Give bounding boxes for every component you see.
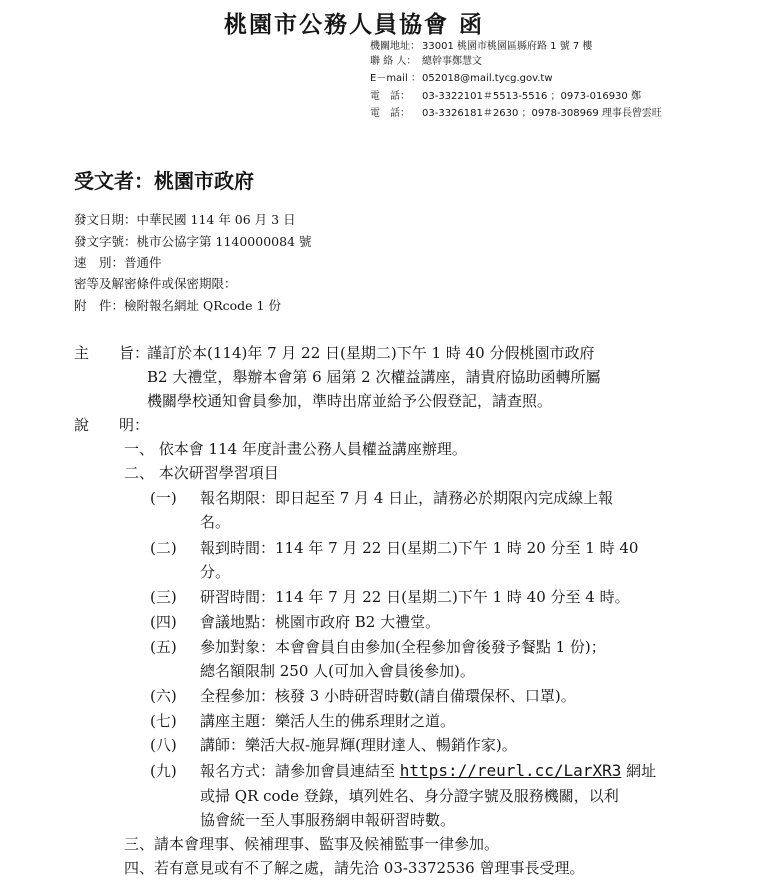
item-line: 講座主題：樂活人生的佛系理財之道。 [200, 712, 456, 730]
contact-value: 總幹事鄭慧文 [422, 56, 482, 67]
item-line: 分。 [200, 563, 231, 581]
item-number: (三) [150, 588, 177, 606]
section-two: 二、 本次研習學習項目 [124, 464, 279, 482]
item-number: (二) [150, 539, 177, 557]
contact-email [370, 72, 553, 86]
item-line: 名。 [200, 513, 231, 531]
recipient: 受文者：桃園市政府 [74, 169, 254, 193]
item-line [200, 760, 656, 781]
meta-label: 發文日期： [74, 212, 137, 227]
meta-doc-number [74, 233, 312, 251]
contact-value: 03-3322101＃5513-5516 ；0973-016930 鄭 [422, 91, 641, 102]
contact-value: 33001 桃園市桃園區縣府路 1 號 7 樓 [422, 41, 593, 52]
meta-label: 速 別： [74, 255, 125, 270]
document-title: 桃園市公務人員協會 函 [224, 11, 485, 38]
contact-phone-2 [370, 107, 662, 121]
contact-address [370, 40, 592, 54]
item-number: (四) [150, 613, 177, 631]
item-line-prefix: 報名方式：請參加會員連結至 [200, 762, 400, 780]
item-line: 協會統一至人事服務網申報研習時數。 [200, 811, 456, 829]
item-line: 全程參加：核發 3 小時研習時數(請自備環保杯、口罩)。 [200, 687, 576, 705]
item-line-suffix: 網址 [621, 762, 657, 780]
subject-line: 機關學校通知會員參加，準時出席並給予公假登記，請查照。 [147, 392, 553, 410]
contact-phone-1 [370, 90, 641, 104]
meta-attachment [74, 297, 281, 315]
item-line: 講師：樂活大叔-施昇輝(理財達人、暢銷作家)。 [200, 736, 517, 754]
contact-label: E－mail ： [370, 73, 421, 84]
section-four: 四、若有意見或有不了解之處，請先洽 03-3372536 曾理事長受理。 [124, 859, 585, 877]
contact-label: 機關地址： [370, 41, 420, 52]
subject-line: B2 大禮堂，舉辦本會第 6 屆第 2 次權益講座，請貴府協助函轉所屬 [147, 368, 601, 386]
meta-value: 中華民國 114 年 06 月 3 日 [136, 212, 296, 227]
contact-person [370, 55, 482, 69]
contact-label: 電 話： [370, 108, 410, 119]
item-line: 報到時間：114 年 7 月 22 日(星期二)下午 1 時 20 分至 1 時 40 [200, 539, 639, 557]
item-number: (五) [150, 638, 177, 656]
item-number: (九) [150, 762, 177, 780]
item-line: 總名額限制 250 人(可加入會員後參加)。 [200, 662, 475, 680]
contact-label: 聯 絡 人： [370, 56, 417, 67]
contact-value[interactable]: 052018@mail.tycg.gov.tw [422, 73, 553, 84]
meta-security [74, 275, 237, 293]
item-line: 報名期限：即日起至 7 月 4 日止，請務必於期限內完成線上報 [200, 489, 614, 507]
item-line: 研習時間：114 年 7 月 22 日(星期二)下午 1 時 40 分至 4 時。 [200, 588, 630, 606]
registration-link[interactable]: https://reurl.cc/LarXR3 [399, 761, 622, 780]
item-number: (一) [150, 489, 177, 507]
meta-value: 普通件 [124, 255, 162, 270]
contact-value: 03-3326181＃2630 ；0978-308969 理事長曾雲旺 [422, 108, 662, 119]
meta-label: 密等及解密條件或保密期限： [74, 276, 237, 291]
item-number: (七) [150, 712, 177, 730]
subject-line: 謹訂於本(114)年 7 月 22 日(星期二)下午 1 時 40 分假桃園市政府 [147, 344, 595, 362]
item-number: (六) [150, 687, 177, 705]
item-line: 參加對象：本會會員自由參加(全程參加會後發予餐點 1 份)； [200, 638, 606, 656]
item-line: 或掃 QR code 登錄，填列姓名、身分證字號及服務機關，以利 [200, 787, 619, 805]
meta-value: 檢附報名網址 QRcode 1 份 [124, 298, 281, 313]
meta-value: 桃市公協字第 1140000084 號 [136, 234, 312, 249]
meta-label: 附 件： [74, 298, 125, 313]
meta-date [74, 211, 296, 229]
meta-label: 發文字號： [74, 234, 137, 249]
item-line: 會議地點：桃園市政府 B2 大禮堂。 [200, 613, 441, 631]
contact-label: 電 話： [370, 91, 410, 102]
meta-speed [74, 254, 162, 272]
description-label: 說 明： [74, 416, 150, 434]
section-one: 一、 依本會 114 年度計畫公務人員權益講座辦理。 [124, 440, 467, 458]
subject-label: 主 旨： [74, 344, 150, 362]
section-three: 三、請本會理事、候補理事、監事及候補監事一律參加。 [124, 835, 500, 853]
item-number: (八) [150, 736, 177, 754]
